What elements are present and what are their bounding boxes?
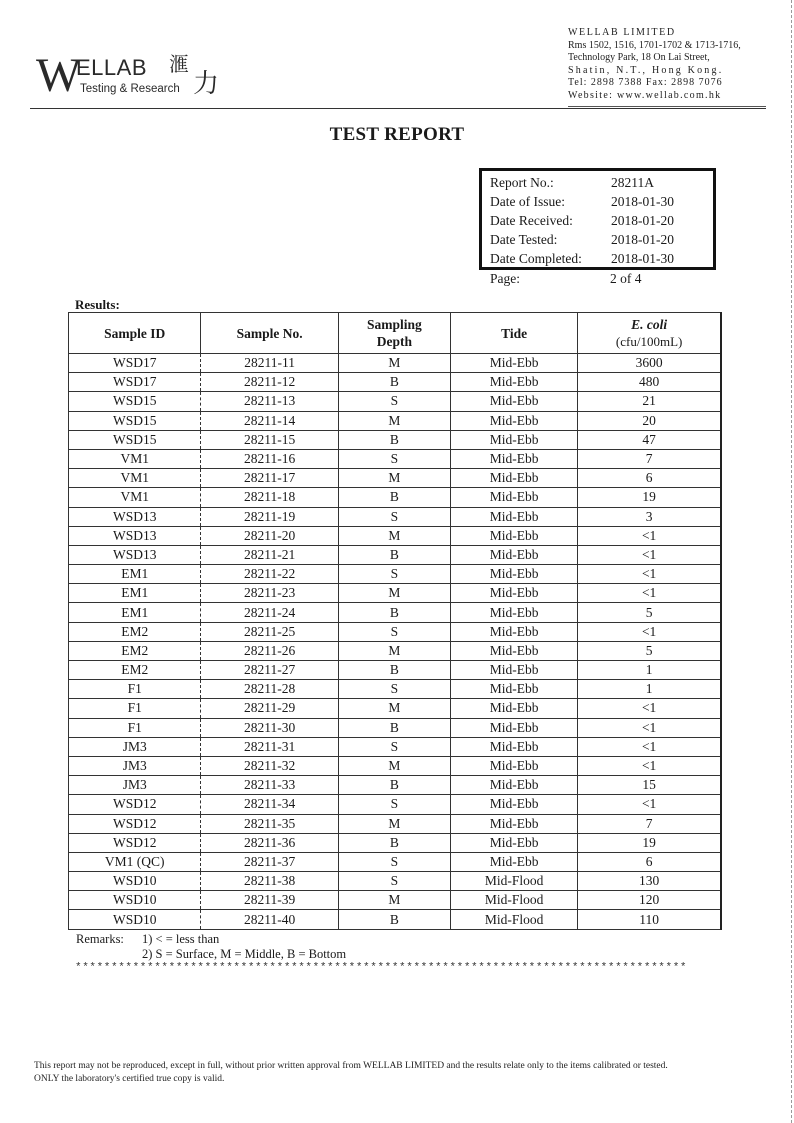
cell-sample-id: JM3	[69, 756, 201, 775]
results-table	[68, 312, 722, 930]
table-row	[69, 833, 722, 852]
cell-ecoli: <1	[578, 565, 721, 584]
cell-sampling-depth: B	[338, 833, 450, 852]
company-contact: Tel: 2898 7388 Fax: 2898 7076	[568, 77, 723, 88]
cell-sample-no: 28211-37	[201, 852, 338, 871]
cell-ecoli: 130	[578, 872, 721, 891]
table-row	[69, 622, 722, 641]
cell-ecoli: 3	[578, 507, 721, 526]
cell-tide: Mid-Ebb	[450, 545, 577, 564]
cell-sample-no: 28211-17	[201, 469, 338, 488]
date-received-value: 2018-01-20	[611, 213, 674, 228]
cell-sampling-depth: S	[338, 795, 450, 814]
date-of-issue-value: 2018-01-30	[611, 194, 674, 209]
cell-sample-no: 28211-24	[201, 603, 338, 622]
page-label: Page:	[490, 271, 520, 286]
date-received-label: Date Received:	[490, 213, 573, 228]
cell-ecoli: 6	[578, 469, 721, 488]
cell-ecoli: <1	[578, 737, 721, 756]
cell-sample-no: 28211-20	[201, 526, 338, 545]
table-row	[69, 373, 722, 392]
logo-chinese-char-1: 滙	[169, 54, 189, 76]
cell-sample-id: WSD17	[69, 354, 201, 373]
cell-tide: Mid-Ebb	[450, 737, 577, 756]
logo-wordmark: ELLAB	[76, 55, 147, 80]
cell-ecoli: 5	[578, 641, 721, 660]
table-row	[69, 795, 722, 814]
cell-sampling-depth: B	[338, 430, 450, 449]
cell-sample-no: 28211-26	[201, 641, 338, 660]
cell-sampling-depth: M	[338, 469, 450, 488]
cell-sampling-depth: M	[338, 526, 450, 545]
cell-ecoli: <1	[578, 526, 721, 545]
report-no-value: 28211A	[611, 175, 654, 190]
cell-sample-no: 28211-34	[201, 795, 338, 814]
cell-sampling-depth: S	[338, 507, 450, 526]
footer-line-1: This report may not be reproduced, except in full, without prior written approval from WELLAB LIMITED and the results relate only to the items calibrated or tested.	[34, 1061, 668, 1071]
cell-sample-no: 28211-38	[201, 872, 338, 891]
cell-sample-id: F1	[69, 680, 201, 699]
report-no-label: Report No.:	[490, 175, 554, 190]
logo-letter-w: W	[36, 49, 80, 102]
table-row	[69, 469, 722, 488]
table-row	[69, 680, 722, 699]
cell-ecoli: 47	[578, 430, 721, 449]
cell-tide: Mid-Ebb	[450, 795, 577, 814]
cell-tide: Mid-Ebb	[450, 814, 577, 833]
cell-tide: Mid-Ebb	[450, 449, 577, 468]
table-row	[69, 718, 722, 737]
remark-item-2: 2) S = Surface, M = Middle, B = Bottom	[142, 947, 347, 961]
header-divider	[30, 108, 766, 109]
cell-sampling-depth: S	[338, 565, 450, 584]
cell-tide: Mid-Ebb	[450, 430, 577, 449]
cell-ecoli: <1	[578, 584, 721, 603]
cell-sampling-depth: M	[338, 699, 450, 718]
cell-tide: Mid-Flood	[450, 891, 577, 910]
cell-sampling-depth: M	[338, 354, 450, 373]
table-row	[69, 488, 722, 507]
cell-ecoli: 120	[578, 891, 721, 910]
table-row	[69, 584, 722, 603]
cell-tide: Mid-Ebb	[450, 584, 577, 603]
date-tested-value: 2018-01-20	[611, 232, 674, 247]
cell-sample-id: WSD12	[69, 833, 201, 852]
cell-tide: Mid-Ebb	[450, 622, 577, 641]
cell-tide: Mid-Ebb	[450, 411, 577, 430]
cell-sample-id: VM1	[69, 469, 201, 488]
cell-sample-no: 28211-18	[201, 488, 338, 507]
cell-sample-no: 28211-11	[201, 354, 338, 373]
table-row	[69, 814, 722, 833]
cell-ecoli: 21	[578, 392, 721, 411]
cell-sample-id: EM2	[69, 622, 201, 641]
table-row	[69, 526, 722, 545]
logo-subtitle: Testing & Research	[80, 83, 180, 95]
cell-sample-id: VM1	[69, 449, 201, 468]
cell-sampling-depth: M	[338, 584, 450, 603]
cell-ecoli: 6	[578, 852, 721, 871]
cell-sampling-depth: B	[338, 661, 450, 680]
cell-sampling-depth: M	[338, 756, 450, 775]
cell-tide: Mid-Ebb	[450, 699, 577, 718]
table-row	[69, 756, 722, 775]
date-completed-label: Date Completed:	[490, 251, 582, 266]
cell-sample-no: 28211-39	[201, 891, 338, 910]
cell-sample-id: WSD10	[69, 891, 201, 910]
cell-sample-no: 28211-23	[201, 584, 338, 603]
table-row	[69, 891, 722, 910]
cell-sample-id: EM2	[69, 661, 201, 680]
table-row	[69, 411, 722, 430]
cell-sampling-depth: B	[338, 545, 450, 564]
header-sampling-depth-line-1: Sampling	[367, 317, 422, 332]
table-row	[69, 392, 722, 411]
cell-sample-no: 28211-22	[201, 565, 338, 584]
cell-sample-id: EM1	[69, 584, 201, 603]
cell-sample-no: 28211-30	[201, 718, 338, 737]
table-row	[69, 565, 722, 584]
cell-ecoli: <1	[578, 718, 721, 737]
page-value: 2 of 4	[610, 271, 642, 286]
cell-tide: Mid-Ebb	[450, 469, 577, 488]
cell-ecoli: 15	[578, 776, 721, 795]
cell-tide: Mid-Ebb	[450, 565, 577, 584]
table-row	[69, 507, 722, 526]
company-address-block	[568, 27, 768, 102]
cell-ecoli: 19	[578, 488, 721, 507]
table-row	[69, 430, 722, 449]
cell-sample-no: 28211-13	[201, 392, 338, 411]
cell-sample-no: 28211-35	[201, 814, 338, 833]
cell-sample-id: EM2	[69, 641, 201, 660]
cell-sample-no: 28211-19	[201, 507, 338, 526]
cell-tide: Mid-Ebb	[450, 603, 577, 622]
header-sampling-depth-line-2: Depth	[376, 334, 413, 349]
cell-sampling-depth: B	[338, 488, 450, 507]
results-heading: Results:	[75, 297, 120, 312]
table-row	[69, 776, 722, 795]
table-row	[69, 852, 722, 871]
cell-sampling-depth: M	[338, 411, 450, 430]
cell-sample-id: WSD12	[69, 795, 201, 814]
cell-tide: Mid-Ebb	[450, 718, 577, 737]
cell-ecoli: 480	[578, 373, 721, 392]
cell-sampling-depth: M	[338, 641, 450, 660]
report-info-box	[479, 168, 716, 270]
cell-tide: Mid-Ebb	[450, 373, 577, 392]
cell-sample-id: VM1	[69, 488, 201, 507]
cell-tide: Mid-Flood	[450, 910, 577, 929]
company-address-line-3: Shatin, N.T., Hong Kong.	[568, 64, 724, 76]
cell-tide: Mid-Ebb	[450, 392, 577, 411]
date-of-issue-label: Date of Issue:	[490, 194, 565, 209]
cell-sampling-depth: S	[338, 872, 450, 891]
cell-ecoli: 7	[578, 449, 721, 468]
cell-tide: Mid-Ebb	[450, 833, 577, 852]
cell-sample-no: 28211-32	[201, 756, 338, 775]
table-row	[69, 699, 722, 718]
cell-ecoli: 1	[578, 661, 721, 680]
header-sample-id: Sample ID	[69, 313, 201, 354]
table-row	[69, 545, 722, 564]
table-row	[69, 737, 722, 756]
cell-tide: Mid-Flood	[450, 872, 577, 891]
cell-ecoli: 3600	[578, 354, 721, 373]
cell-sample-no: 28211-33	[201, 776, 338, 795]
cell-sampling-depth: B	[338, 718, 450, 737]
header-tide: Tide	[450, 313, 577, 354]
cell-ecoli: 5	[578, 603, 721, 622]
cell-tide: Mid-Ebb	[450, 641, 577, 660]
header-ecoli-unit: (cfu/100mL)	[615, 334, 683, 349]
cell-sample-no: 28211-12	[201, 373, 338, 392]
remark-item-1: 1) < = less than	[142, 932, 220, 946]
cell-sampling-depth: S	[338, 622, 450, 641]
header-sample-no: Sample No.	[201, 313, 338, 354]
table-row	[69, 449, 722, 468]
cell-sampling-depth: S	[338, 449, 450, 468]
cell-sample-id: EM1	[69, 565, 201, 584]
cell-sample-no: 28211-16	[201, 449, 338, 468]
end-of-report-marker: *************************************************************************************	[75, 962, 688, 974]
footer-disclaimer	[34, 1060, 774, 1086]
cell-sample-id: WSD10	[69, 872, 201, 891]
cell-sampling-depth: B	[338, 910, 450, 929]
cell-ecoli: <1	[578, 795, 721, 814]
cell-sample-no: 28211-29	[201, 699, 338, 718]
cell-sampling-depth: B	[338, 603, 450, 622]
cell-ecoli: 19	[578, 833, 721, 852]
table-row	[69, 354, 722, 373]
cell-sample-id: EM1	[69, 603, 201, 622]
table-header-row	[69, 313, 722, 354]
cell-ecoli: <1	[578, 699, 721, 718]
cell-ecoli: <1	[578, 545, 721, 564]
cell-sampling-depth: S	[338, 737, 450, 756]
logo-chinese-char-2: 力	[193, 69, 220, 98]
cell-tide: Mid-Ebb	[450, 526, 577, 545]
company-address-line-1: Rms 1502, 1516, 1701-1702 & 1713-1716,	[568, 39, 741, 51]
cell-sample-id: WSD15	[69, 411, 201, 430]
header-ecoli	[578, 313, 721, 354]
cell-sample-id: VM1 (QC)	[69, 852, 201, 871]
cell-ecoli: 110	[578, 910, 721, 929]
company-address-line-2: Technology Park, 18 On Lai Street,	[568, 52, 710, 63]
table-row	[69, 661, 722, 680]
cell-sample-no: 28211-21	[201, 545, 338, 564]
cell-ecoli: 20	[578, 411, 721, 430]
cell-sample-no: 28211-15	[201, 430, 338, 449]
cell-sample-no: 28211-25	[201, 622, 338, 641]
table-row	[69, 603, 722, 622]
company-name: WELLAB LIMITED	[568, 27, 676, 38]
cell-sample-no: 28211-36	[201, 833, 338, 852]
table-row	[69, 641, 722, 660]
cell-tide: Mid-Ebb	[450, 756, 577, 775]
company-logo	[36, 49, 236, 102]
cell-ecoli: 7	[578, 814, 721, 833]
cell-sampling-depth: M	[338, 814, 450, 833]
page-edge	[791, 0, 792, 1123]
cell-sample-id: WSD13	[69, 526, 201, 545]
cell-sample-id: WSD17	[69, 373, 201, 392]
results-table-body	[69, 354, 722, 930]
cell-sampling-depth: S	[338, 852, 450, 871]
table-row	[69, 910, 722, 929]
company-divider	[568, 106, 766, 107]
company-website: Website: www.wellab.com.hk	[568, 89, 722, 101]
page-title: TEST REPORT	[329, 124, 465, 145]
cell-tide: Mid-Ebb	[450, 680, 577, 699]
cell-sample-no: 28211-27	[201, 661, 338, 680]
date-completed-value: 2018-01-30	[611, 251, 674, 266]
cell-sampling-depth: M	[338, 891, 450, 910]
cell-ecoli: 1	[578, 680, 721, 699]
cell-tide: Mid-Ebb	[450, 661, 577, 680]
cell-tide: Mid-Ebb	[450, 852, 577, 871]
cell-sample-id: WSD15	[69, 392, 201, 411]
header-sampling-depth	[338, 313, 450, 354]
cell-tide: Mid-Ebb	[450, 776, 577, 795]
cell-sample-id: WSD15	[69, 430, 201, 449]
cell-sampling-depth: B	[338, 776, 450, 795]
cell-sample-id: F1	[69, 699, 201, 718]
cell-sample-no: 28211-31	[201, 737, 338, 756]
cell-sampling-depth: B	[338, 373, 450, 392]
cell-sample-id: WSD10	[69, 910, 201, 929]
cell-sample-id: WSD12	[69, 814, 201, 833]
cell-sample-id: JM3	[69, 737, 201, 756]
cell-sample-id: WSD13	[69, 545, 201, 564]
footer-line-2: ONLY the laboratory's certified true copy is valid.	[34, 1074, 225, 1084]
date-tested-label: Date Tested:	[490, 232, 558, 247]
cell-sample-id: JM3	[69, 776, 201, 795]
cell-sample-no: 28211-28	[201, 680, 338, 699]
header-ecoli-name: E. coli	[631, 317, 668, 332]
cell-sample-no: 28211-14	[201, 411, 338, 430]
cell-tide: Mid-Ebb	[450, 354, 577, 373]
remarks-label: Remarks:	[76, 932, 124, 946]
cell-sampling-depth: S	[338, 680, 450, 699]
cell-tide: Mid-Ebb	[450, 507, 577, 526]
cell-ecoli: <1	[578, 756, 721, 775]
cell-ecoli: <1	[578, 622, 721, 641]
cell-sample-id: F1	[69, 718, 201, 737]
cell-tide: Mid-Ebb	[450, 488, 577, 507]
table-row	[69, 872, 722, 891]
cell-sample-no: 28211-40	[201, 910, 338, 929]
cell-sample-id: WSD13	[69, 507, 201, 526]
cell-sampling-depth: S	[338, 392, 450, 411]
